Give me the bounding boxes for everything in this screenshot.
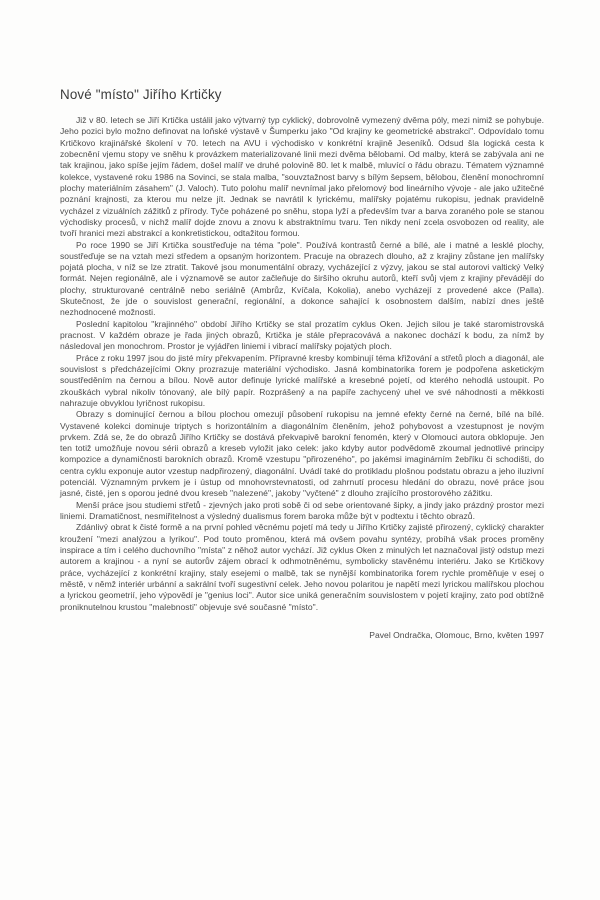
paragraph: Zdánlivý obrat k čisté formě a na první pohled věcnému pojetí má tedy u Jiřího Krtičky zajisté přirozený, cyklický charakter kroužení "mezi analýzou a lyrikou". Pod touto proměnou, která má ovšem povahu syntézy, probíhá však proces proměny inspirace a tím i celého duchovního "místa" z něhož autor vychází. Již cyklus Oken z minulých let naznačoval jistý odstup mezi autorem a krajinou - a nyní se autorův zájem obrací k odhmotněnému, symbolicky stavěnému interiéru. Jako se Krtičkovy práce, vycházející z konkrétní krajiny, staly esejemi o malbě, tak se nynější kombinatorika forem rychle proměňuje v esej o městě, v němž interiér urbánní a sakrální tvoří sugestivní celek. Jeho novou polaritou je napětí mezi lyrickou malířskou plochou a lyrickou geometrií, jeho výpovědí je "genius loci". Autor sice uniká generačním souvislostem v pojetí krajiny, zato pod obtížně proniknutelnou krustou "malebnosti" objevuje své současné "místo". — [60, 522, 544, 612]
author-signature: Pavel Ondračka, Olomouc, Brno, květen 1997 — [369, 629, 544, 640]
paragraph: Práce z roku 1997 jsou do jisté míry překvapením. Přípravné kresby kombinují téma křižování a střetů ploch a diagonál, ale souvislost s předcházejícími Okny prozrazuje materiální východisko. Jasná kombinatorika forem je podpořena asketickým soustředěním na černou a bílou. Nově autor definuje lyrické malířské a kresebné pojetí, od kterého nehodlá ustoupit. Po zkouškách vybral nikoliv tónovaný, ale bílý papír. Rozprášený a na papíře zachycený uhel ve své náhodnosti a měkkosti nahrazuje obvyklou lyričnost rukopisu. — [60, 352, 544, 408]
body-text — [60, 115, 544, 613]
page-title: Nové "místo" Jiřího Krtičky — [60, 87, 222, 102]
paragraph: Již v 80. letech se Jiří Krtička ustálil jako výtvarný typ cyklický, dobrovolně vymezený dvěma póly, mezi nimiž se pohybuje. Jeho pozici bylo možno definovat na loňské výstavě v Šumperku jako "Od krajiny ke geometrické abstrakci". Odpovídalo tomu Krtičkovo krajinářské školení v 70. letech na AVU i východisko v konkrétní krajině Jeseníků. Odsud šla logická cesta k zobecnění vjemu stopy ve sněhu k provázkem materializované linii mezi dvěma bělobami. Od malby, která se zabývala ani ne tak krajinou, jako spíše jejím řádem, došel malíř ve druhé polovině 80. let k malbě, mluvící o řádu obrazu. Tématem významné kolekce, vystavené roku 1986 na Sovinci, se stala malba, "souvztažnost barvy s bílým šepsem, bělobou, členění monochromní plochy materiálním zásahem" (J. Valoch). Tuto polohu malíř nevnímal jako přelomový bod lineárního vývoje - ale jako užitečné poznání krajnosti, za kterou mu nelze jít. Jednak se navrátil k lyrickému, malířsky pojatému rukopisu, jednak pravidelně vycházel z vizuálních zážitků z přírody. Tyče poházené po sněhu, stopa lyží a především tvar a barva zoraného pole se stanou východisky procesů, v nichž malíř dojde znovu a znovu k abstraktnímu tvaru. Ten nikdy není zcela osvobozen od reality, ale tvoří hranici mezi abstrakcí a konkretistickou, odtažitou formou. — [60, 115, 544, 239]
paragraph: Poslední kapitolou "krajinného" období Jiřího Krtičky se stal prozatím cyklus Oken. Jejich silou je také staromistrovská pracnost. V každém obraze je řada jiných obrazů, Krtička je stále přepracovává a nakonec dochází k bodu, za nímž by následoval jen monochrom. Prostor je vyjádřen liniemi i vibrací malířsky pojatých ploch. — [60, 318, 544, 352]
paragraph: Obrazy s dominující černou a bílou plochou omezují působení rukopisu na jemné efekty černé na černé, bílé na bílé. Vystavené kolekci dominuje triptych s horizontálním a diagonálním členěním, jehož pohybovost a vzestupnost je novým prvkem. Zdá se, že do obrazů Jiřího Krtičky se dostává překvapivě barokní fenomén, který v Olomouci autora obklopuje. Jen ten totiž umožňuje novou sérii obrazů a kreseb vyložit jako celek: jako kdyby autor podvědomě zkoumal jednotlivé principy kompozice a dynamičnosti barokních obrazů. Kromě vzestupu "přirozeného", po jakémsi imaginárním žebříku či schodišti, do centra cyklu exponuje autor vzestup nadpřirozený, diagonální. Uvádí také do protikladu plošnou podstatu obrazu a jeho iluzivní potenciál. Významným prvkem je i ústup od mnohovrstevnatosti, od zahrnutí procesu hledání do obrazu, nové práce jsou jasné, čisté, jen s oporou jedné dvou kreseb "nalezené", jakoby "vyčtené" z dlouho zrajícího prostorového zážitku. — [60, 409, 544, 499]
paragraph: Menší práce jsou studiemi střetů - zjevných jako proti sobě či od sebe orientované šipky, a jindy jako prázdný prostor mezi liniemi. Dramatičnost, nesmiřitelnost a výsledný dualismus forem baroka může být v podtextu i těchto obrazů. — [60, 499, 544, 522]
paragraph: Po roce 1990 se Jiří Krtička soustřeďuje na téma "pole". Používá kontrastů černé a bílé, ale i matné a lesklé plochy, soustřeďuje se na vztah mezi středem a opsaným horizontem. Pracuje na obrazech dlouho, až z krajiny zůstane jen malířsky pojatá plocha, v níž se lze ztratit. Takové jsou monumentální obrazy, vycházející z výzvy, jakou se stal autorovi valtický Velký formát. Nejen regionálně, ale i významově se autor začleňuje do širšího okruhu autorů, kteří svůj vjem z krajiny převádějí do plochy, strukturované centrálně nebo seriálně (Ambrůz, Kvíčala, Kokolia), anebo vycházejí z provedené akce (Palla). Skutečnost, že jde o souvislost generační, regionální, a dokonce sahající k osobnostem dalším, nabízí dnes ještě nezhodnocené možnosti. — [60, 239, 544, 318]
document-content — [60, 86, 544, 641]
